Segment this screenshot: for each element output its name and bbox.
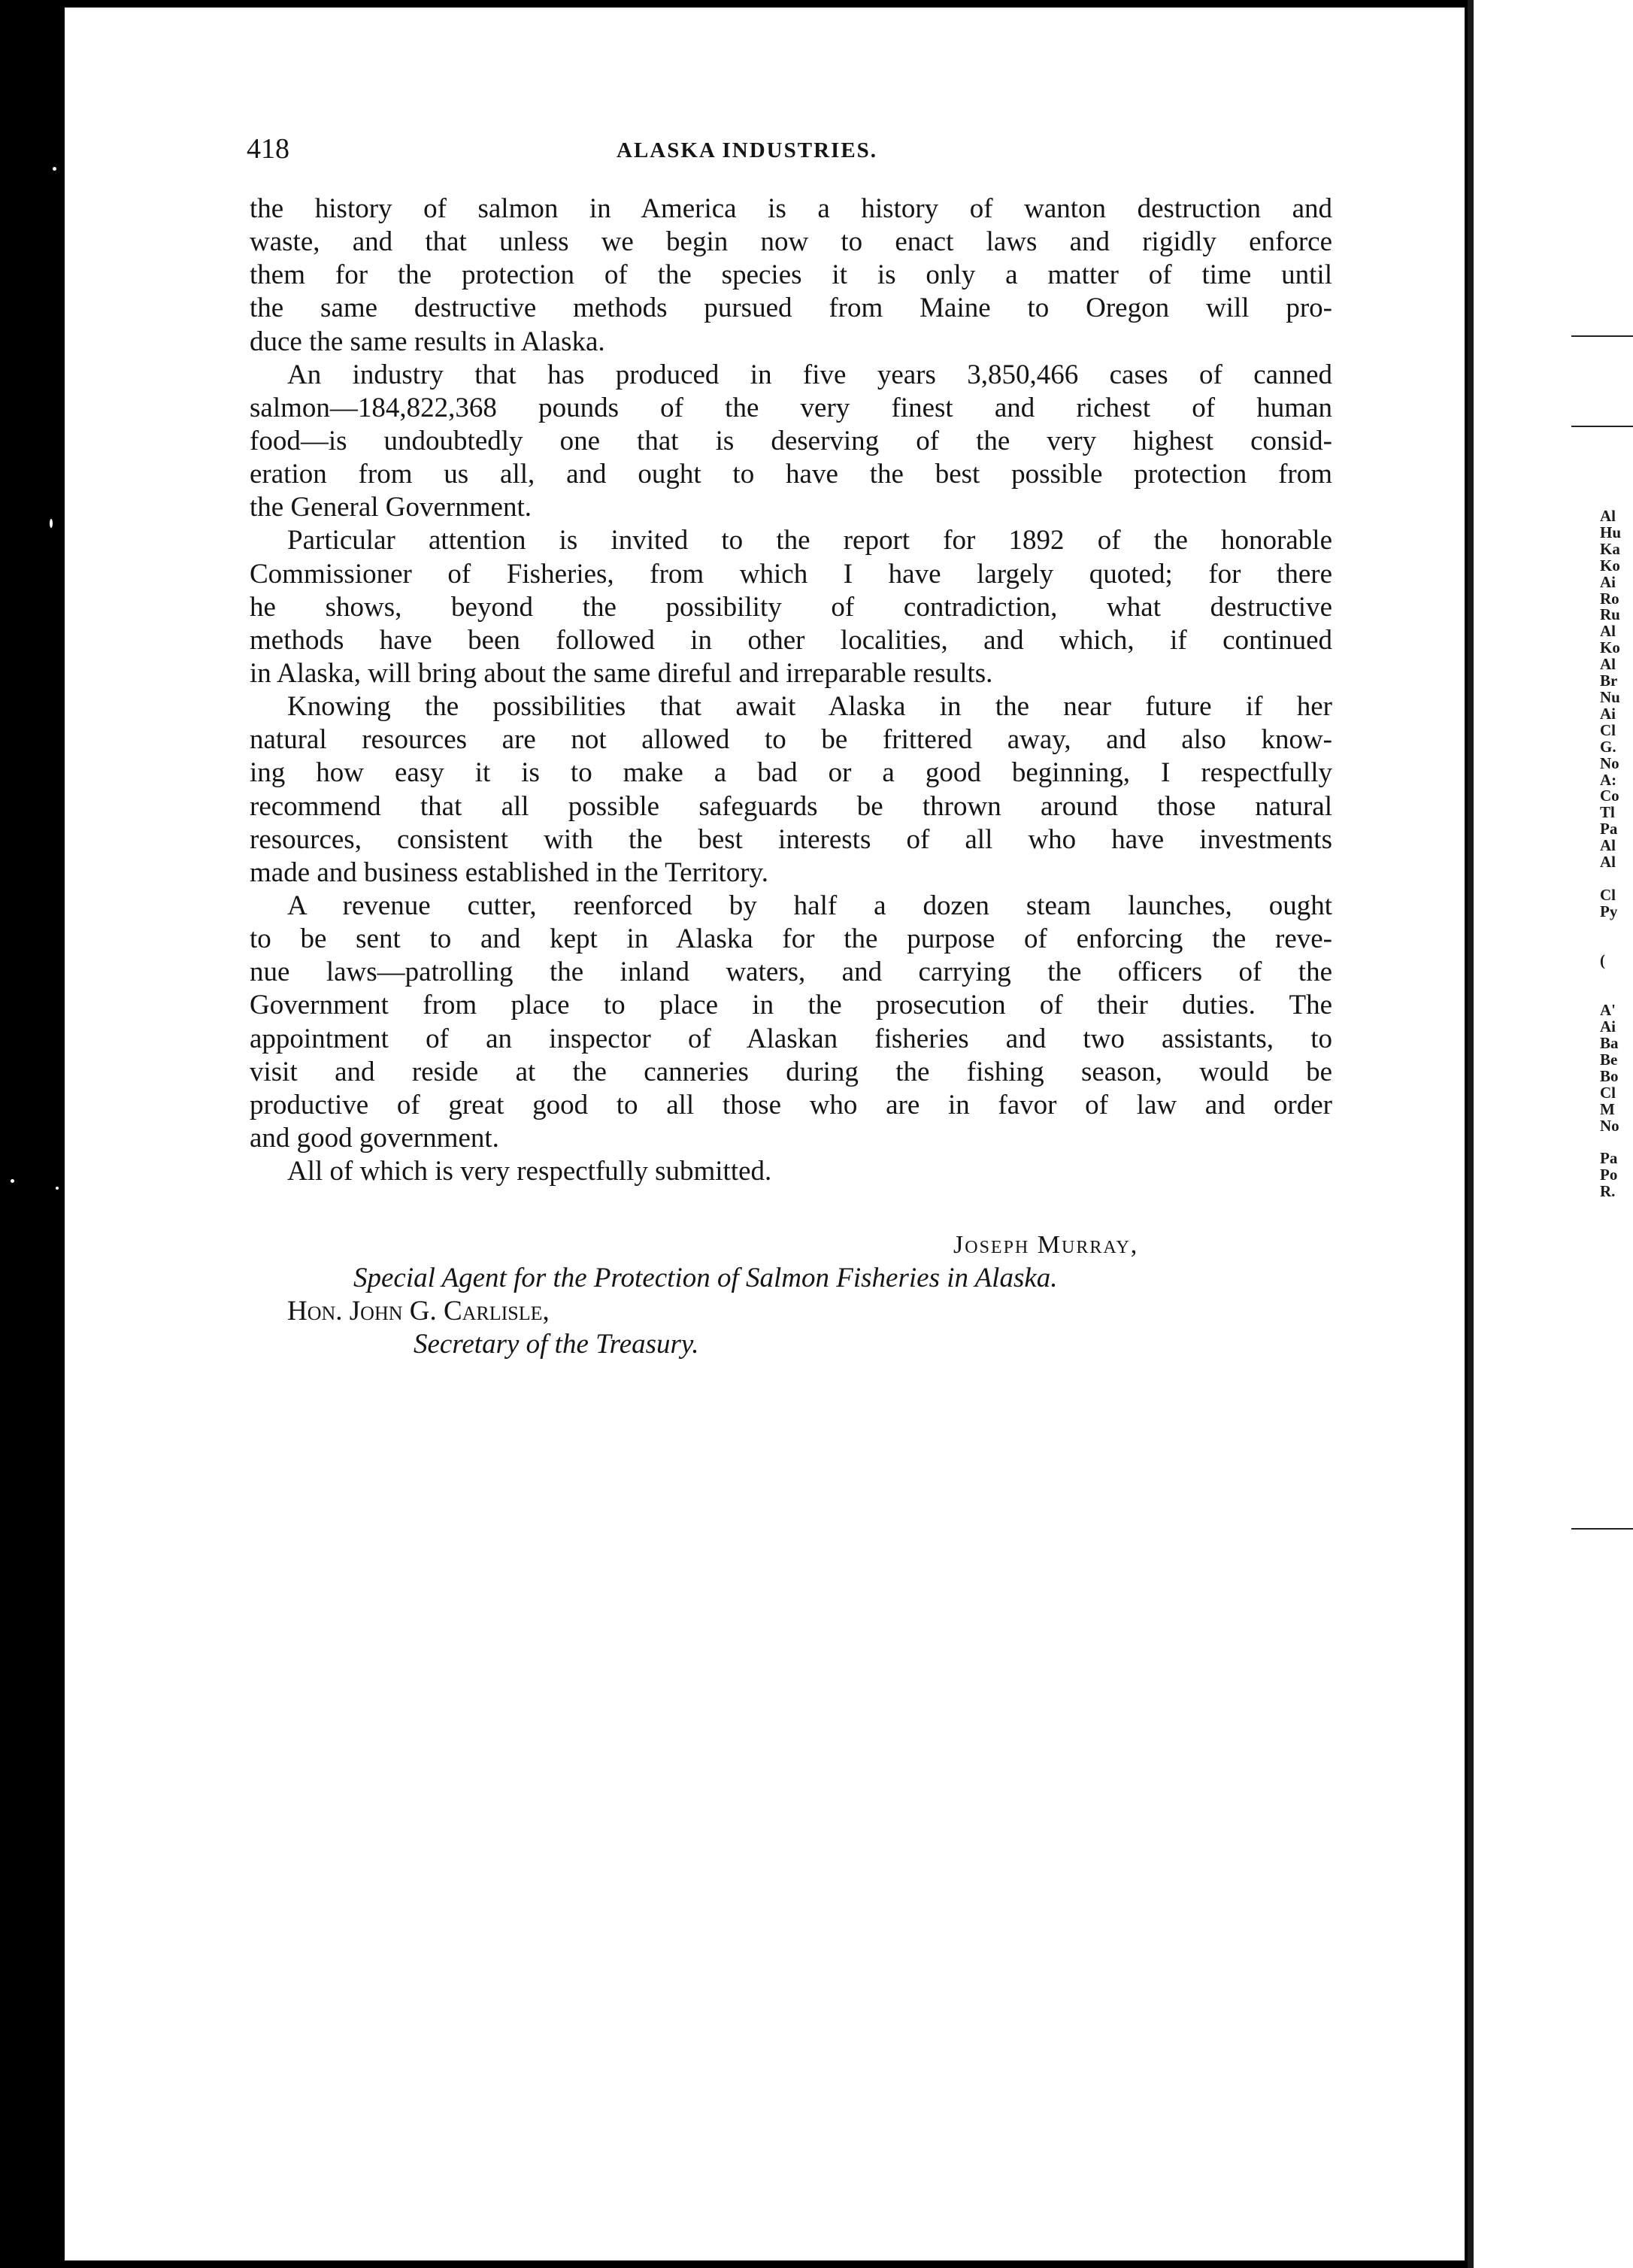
text-line: salmon—184,822,368 pounds of the very finest and richest of human: [250, 392, 1332, 423]
text-line: the same destructive methods pursued from Maine to Oregon will pro-: [250, 293, 1332, 324]
text-line: visit and reside at the canneries during the fishing season, would be: [250, 1056, 1332, 1087]
text-line: Commissioner of Fisheries, from which I have largely quoted; for there: [250, 558, 1332, 590]
text-line: A revenue cutter, reenforced by half a dozen steam launches, ought: [287, 890, 1332, 921]
addressee-name: [287, 1295, 550, 1328]
text-line: appointment of an inspector of Alaskan fisheries and two assistants, to: [250, 1023, 1332, 1054]
scan-speck: [53, 167, 56, 171]
page-header: [247, 132, 1329, 165]
text-line: Government from place to place in the prosecution of their duties. The: [250, 990, 1332, 1021]
text-line: methods have been followed in other localities, and which, if continued: [250, 624, 1332, 656]
text-line: productive of great good to all those who are in favor of law and order: [250, 1089, 1332, 1120]
text-line: nue laws—patrolling the inland waters, and carrying the officers of the: [250, 957, 1332, 988]
adjacent-page-edge: [1468, 0, 1633, 2268]
text-line: Particular attention is invited to the report for 1892 of the honorable: [287, 525, 1332, 556]
scan-speck: [11, 1179, 14, 1183]
text-line: resources, consistent with the best interests of all who have investments: [250, 823, 1332, 855]
text-line: recommend that all possible safeguards be thrown around those natural: [250, 790, 1332, 822]
adjacent-page-rule: [1571, 1528, 1633, 1530]
text-line: duce the same results in Alaska.: [250, 326, 605, 357]
signature-title: Special Agent for the Protection of Salmon Fisheries in Alaska.: [353, 1263, 1058, 1293]
addressee-title: Secretary of the Treasury.: [414, 1329, 699, 1360]
page-number: 418: [247, 133, 289, 165]
text-line: food—is undoubtedly one that is deserving of the very highest consid-: [250, 425, 1332, 456]
text-line: he shows, beyond the possibility of contradiction, what destructive: [250, 591, 1332, 623]
body-text: [250, 193, 1332, 1188]
running-head: ALASKA INDUSTRIES.: [617, 138, 878, 162]
adjacent-page-rule: [1571, 426, 1633, 427]
text-line: and good government.: [250, 1122, 499, 1154]
text-line: eration from us all, and ought to have the best possible protection from: [250, 459, 1332, 490]
text-line: made and business established in the Territory.: [250, 857, 768, 888]
text-line: to be sent to and kept in Alaska for the purpose of enforcing the reve-: [250, 923, 1332, 955]
adjacent-page-rule: [1571, 335, 1633, 337]
text-line: natural resources are not allowed to be frittered away, and also know-: [250, 724, 1332, 756]
text-line: Knowing the possibilities that await Alaska in the near future if her: [287, 691, 1332, 723]
adjacent-page-margin-text: Al Hu Ka Ko Ai Ro Ru Al Ko Al Br Nu Ai Cl G. No A: Co Tl Pa Al Al Cl Py ( A' Ai Ba Be Bo Cl M No Pa Po R.: [1600, 507, 1622, 1201]
text-line: in Alaska, will bring about the same direful and irreparable results.: [250, 657, 993, 689]
text-line: the General Government.: [250, 492, 532, 523]
scan-speck: [50, 519, 53, 528]
text-line: waste, and that unless we begin now to enact laws and rigidly enforce: [250, 226, 1332, 258]
text-line: An industry that has produced in five years 3,850,466 cases of canned: [287, 359, 1332, 390]
signature-name: Joseph Murray,: [953, 1231, 1139, 1259]
text-line: the history of salmon in America is a history of wanton destruction and: [250, 193, 1332, 224]
text-line: them for the protection of the species it is only a matter of time until: [250, 259, 1332, 291]
scan-speck: [56, 1187, 59, 1190]
addressee-name-text: Hon. John G. Carlisle,: [287, 1296, 550, 1327]
text-line: ing how easy it is to make a bad or a good beginning, I respectfully: [250, 757, 1332, 789]
text-line: All of which is very respectfully submitted.: [287, 1156, 772, 1187]
